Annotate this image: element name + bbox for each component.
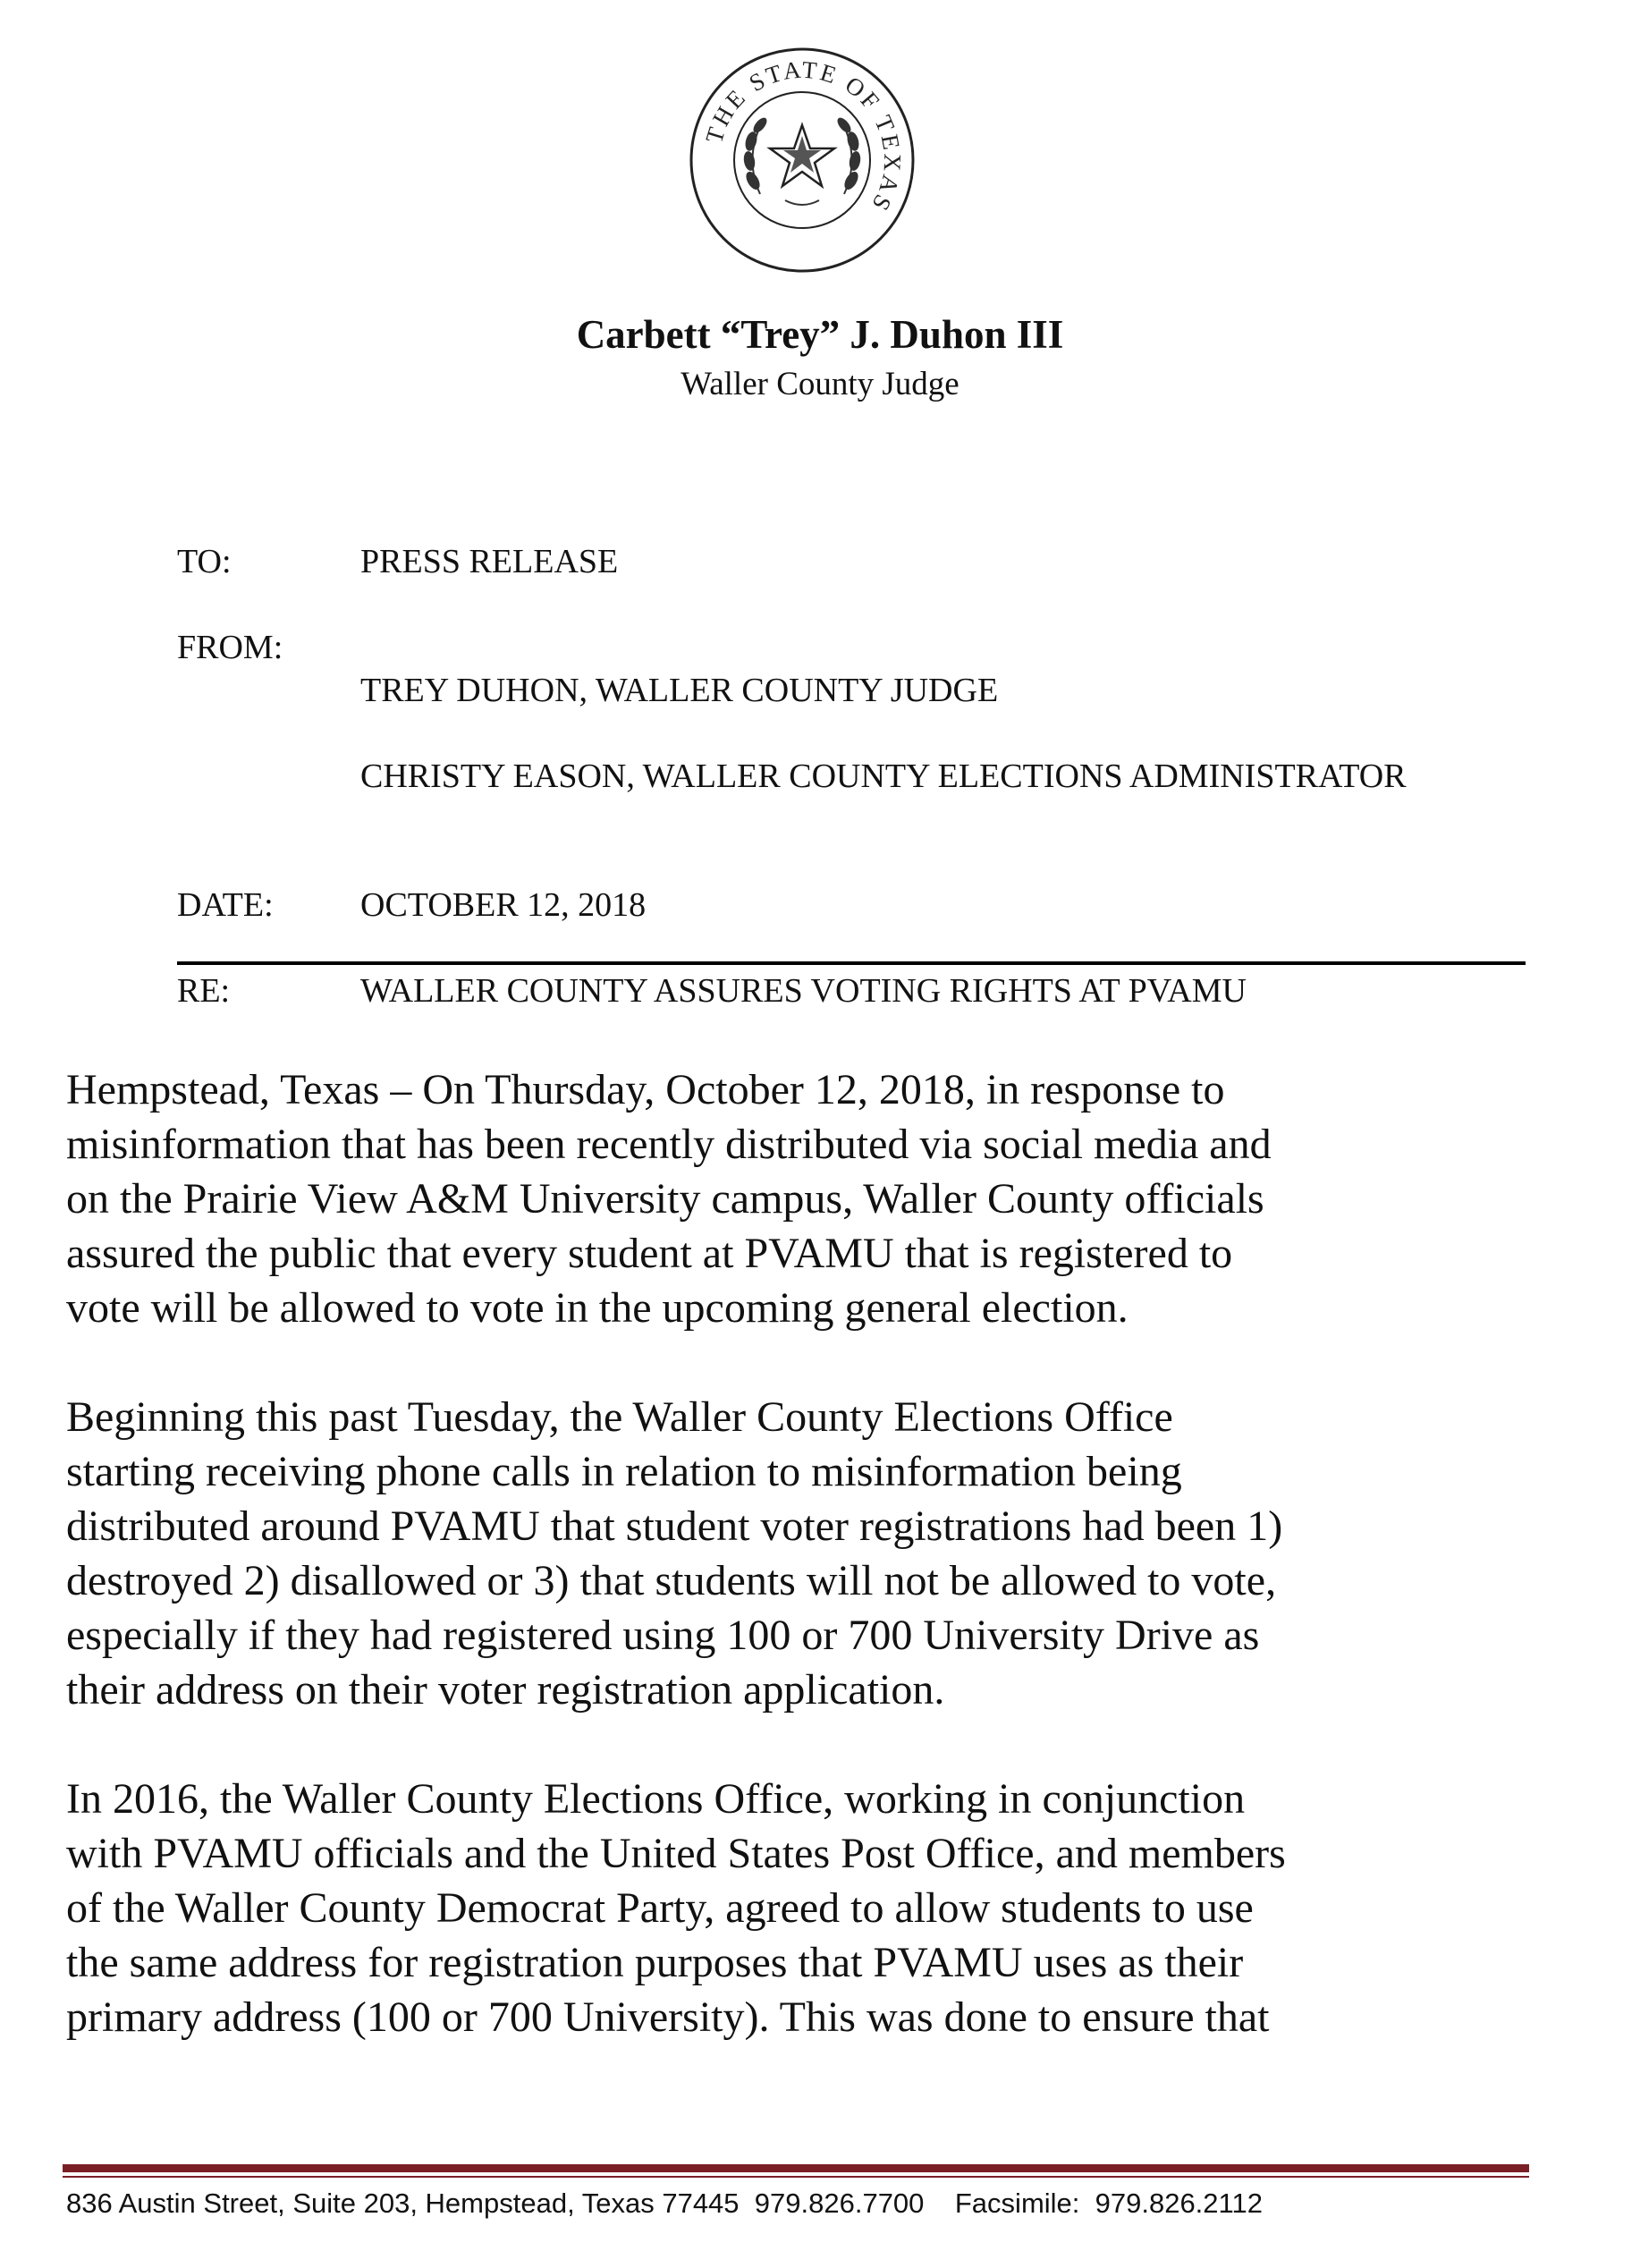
texas-seal-icon bbox=[689, 47, 916, 274]
paragraph-line: misinformation that has been recently distributed via social media and bbox=[66, 1121, 1272, 1168]
memo-from-line-1: TREY DUHON, WALLER COUNTY JUDGE bbox=[360, 672, 999, 709]
paragraph-line: Hempstead, Texas – On Thursday, October 12, 2018, in response to bbox=[66, 1066, 1225, 1113]
press-release-body bbox=[66, 1062, 1586, 2099]
paragraph-line: distributed around PVAMU that student voter registrations had been 1) bbox=[66, 1502, 1283, 1550]
memo-header bbox=[177, 540, 1407, 1055]
memo-from-row bbox=[177, 626, 1407, 841]
memo-date-value: OCTOBER 12, 2018 bbox=[360, 886, 647, 924]
memo-to-value: PRESS RELEASE bbox=[360, 543, 619, 580]
footer-fax: 979.826.2112 bbox=[1095, 2188, 1263, 2219]
memo-re-row bbox=[177, 969, 1407, 1012]
judge-name: Carbett “Trey” J. Duhon III bbox=[576, 312, 1064, 357]
memo-re-value: WALLER COUNTY ASSURES VOTING RIGHTS AT PVAMU bbox=[360, 972, 1247, 1010]
paragraph-line: with PVAMU officials and the United States Post Office, and members bbox=[66, 1830, 1286, 1877]
footer-phone: 979.826.7700 bbox=[754, 2188, 925, 2219]
footer-address: 836 Austin Street, Suite 203, Hempstead, Texas 77445 bbox=[66, 2188, 740, 2219]
memo-to-row bbox=[177, 540, 1407, 583]
memo-re-label: RE: bbox=[177, 972, 231, 1010]
memo-from-line-2: CHRISTY EASON, WALLER COUNTY ELECTIONS ADMINISTRATOR bbox=[360, 757, 1407, 795]
footer-contact bbox=[66, 2188, 1263, 2220]
footer-fax-label: Facsimile: bbox=[954, 2188, 1080, 2219]
paragraph-line: destroyed 2) disallowed or 3) that students will not be allowed to vote, bbox=[66, 1557, 1277, 1604]
paragraph-line: of the Waller County Democrat Party, agreed to allow students to use bbox=[66, 1884, 1254, 1932]
paragraph-1 bbox=[66, 1062, 1586, 1335]
memo-from-value bbox=[360, 626, 1407, 841]
paragraph-2 bbox=[66, 1390, 1586, 1717]
paragraph-line: on the Prairie View A&M University campus, Waller County officials bbox=[66, 1175, 1264, 1223]
footer-divider bbox=[63, 2164, 1529, 2172]
paragraph-line: especially if they had registered using 100 or 700 University Drive as bbox=[66, 1612, 1260, 1659]
paragraph-line: starting receiving phone calls in relation to misinformation being bbox=[66, 1448, 1182, 1495]
footer-divider-thin bbox=[63, 2176, 1529, 2178]
seal-text: THE STATE OF TEXAS bbox=[700, 55, 907, 218]
paragraph-line: In 2016, the Waller County Elections Office, working in conjunction bbox=[66, 1775, 1246, 1823]
memo-from-label: FROM: bbox=[177, 629, 283, 666]
memo-date-label: DATE: bbox=[177, 886, 274, 924]
judge-title: Waller County Judge bbox=[681, 366, 959, 402]
paragraph-3 bbox=[66, 1772, 1586, 2044]
paragraph-line: their address on their voter registration application. bbox=[66, 1666, 945, 1714]
memo-date-row bbox=[177, 884, 1407, 927]
paragraph-line: the same address for registration purposes that PVAMU uses as their bbox=[66, 1939, 1244, 1986]
paragraph-line: Beginning this past Tuesday, the Waller County Elections Office bbox=[66, 1393, 1173, 1441]
paragraph-line: vote will be allowed to vote in the upcoming general election. bbox=[66, 1284, 1129, 1332]
memo-to-label: TO: bbox=[177, 543, 232, 580]
paragraph-line: assured the public that every student at PVAMU that is registered to bbox=[66, 1230, 1233, 1277]
memo-divider bbox=[177, 961, 1526, 965]
paragraph-line: primary address (100 or 700 University). This was done to ensure that bbox=[66, 1993, 1270, 2041]
